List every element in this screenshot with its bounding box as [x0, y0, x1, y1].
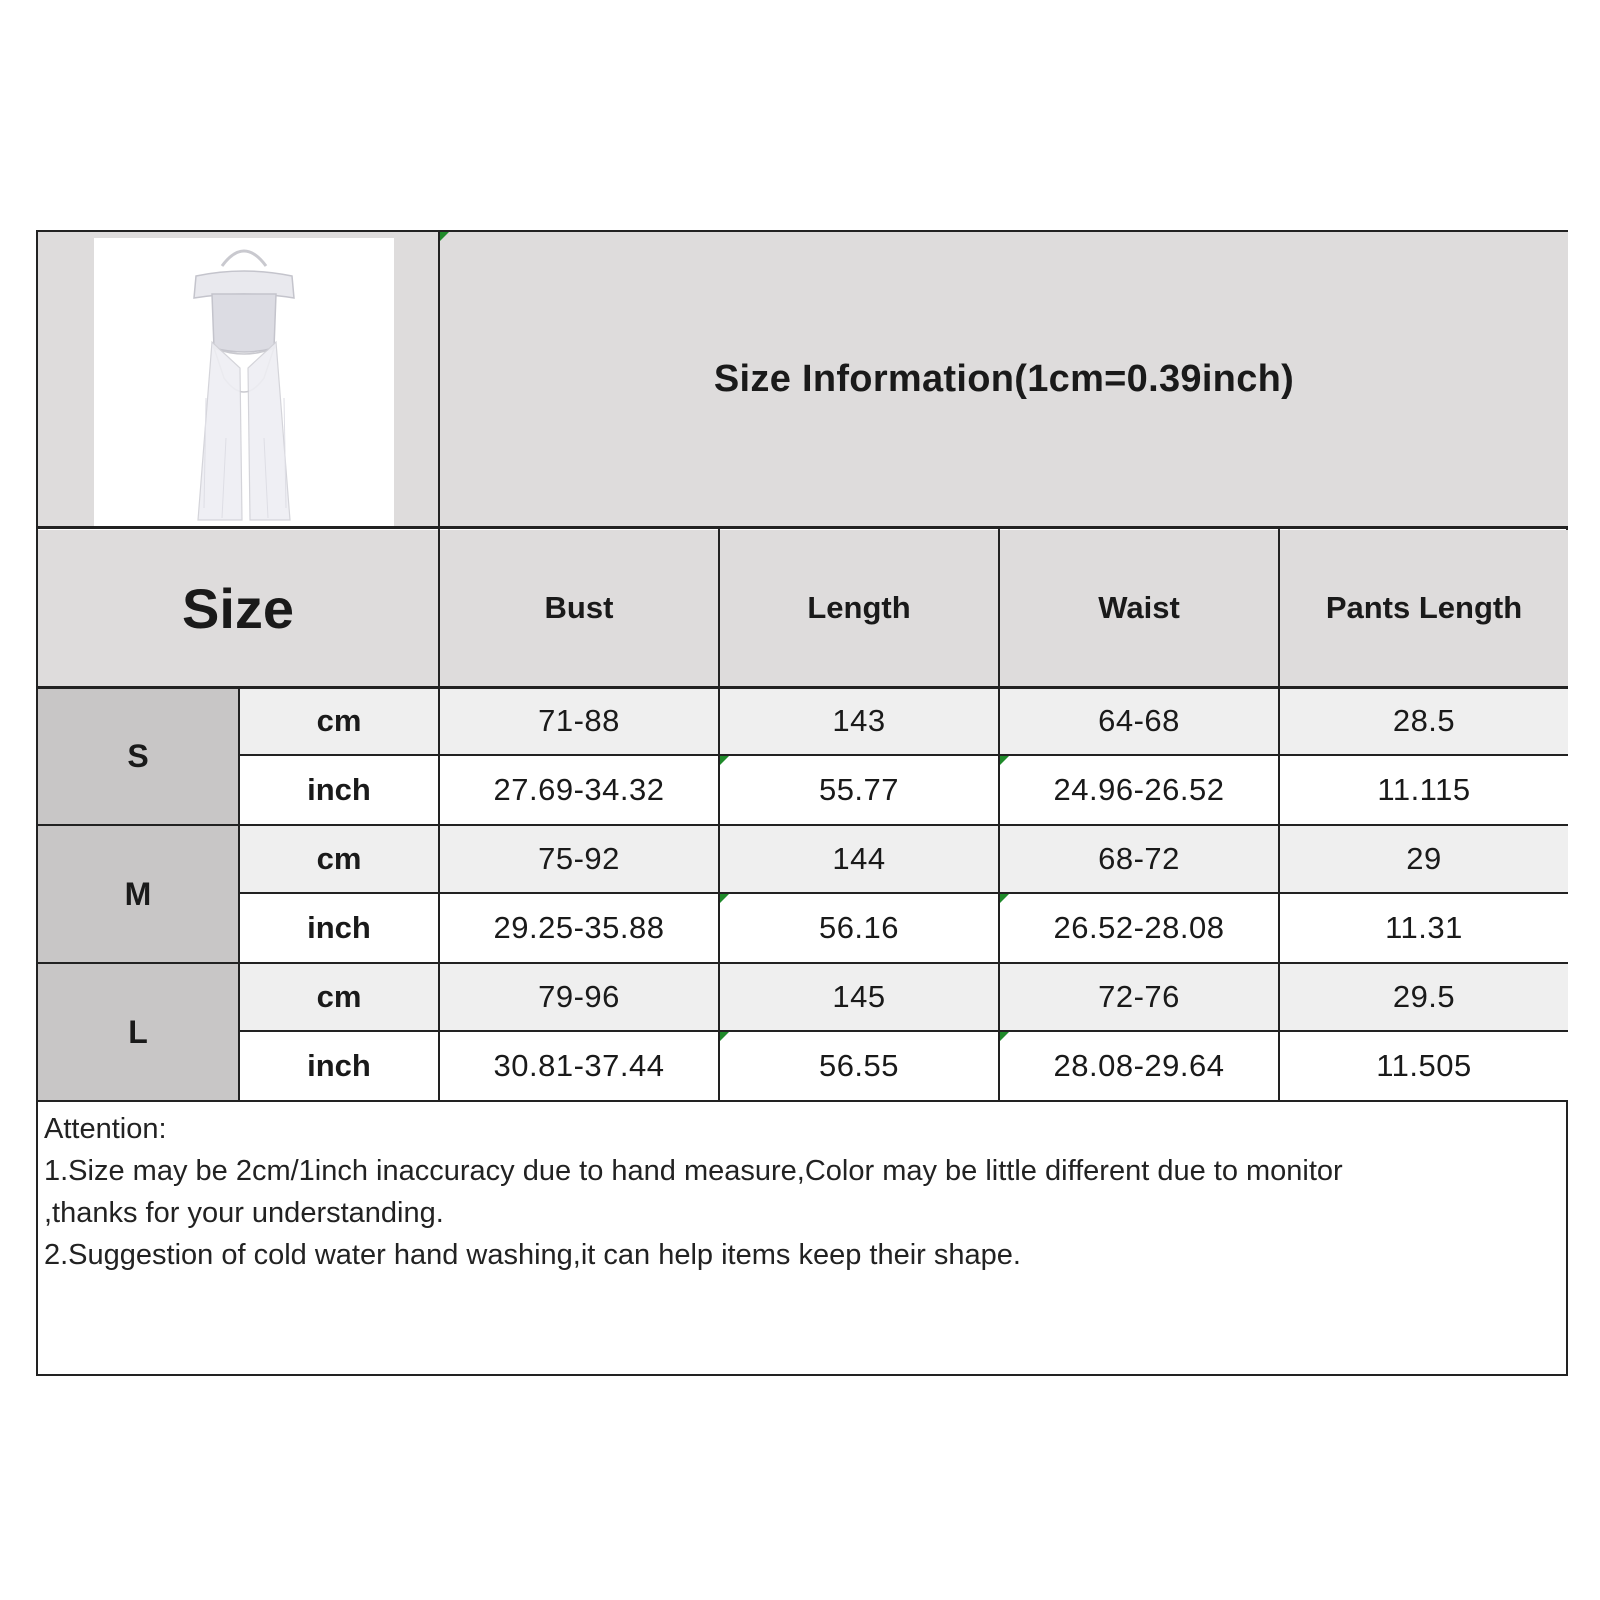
grid-line [38, 1100, 1568, 1102]
cell-marker [720, 894, 729, 903]
dress-icon [94, 238, 394, 528]
unit-inch-l: inch [240, 1032, 438, 1100]
column-header-waist: Waist [1000, 530, 1278, 686]
grid-line [38, 824, 1568, 826]
unit-cm-s: cm [240, 688, 438, 754]
size-header: Size [181, 576, 295, 640]
size-label-s: S [38, 688, 238, 824]
table-cell: 71-88 [440, 688, 718, 754]
grid-line [998, 528, 1000, 1102]
table-cell: 145 [720, 964, 998, 1030]
table-cell: 26.52-28.08 [1000, 894, 1278, 962]
attention-heading: Attention: [44, 1113, 167, 1145]
page-title: Size Information(1cm=0.39inch) [713, 357, 1295, 400]
table-cell: 11.505 [1280, 1032, 1568, 1100]
size-chart [36, 230, 1568, 1376]
table-cell: 28.08-29.64 [1000, 1032, 1278, 1100]
table-cell: 30.81-37.44 [440, 1032, 718, 1100]
table-cell: 143 [720, 688, 998, 754]
grid-line [38, 526, 1568, 529]
unit-inch-m: inch [240, 894, 438, 962]
table-cell: 29.25-35.88 [440, 894, 718, 962]
attention-line: 2.Suggestion of cold water hand washing,it can help items keep their shape. [44, 1239, 1021, 1271]
table-cell: 29.5 [1280, 964, 1568, 1030]
column-header-pants-length: Pants Length [1280, 530, 1568, 686]
cell-marker [440, 232, 449, 241]
grid-line [238, 688, 240, 1102]
product-image-cell [38, 232, 438, 528]
table-cell: 27.69-34.32 [440, 756, 718, 824]
column-header-length: Length [720, 530, 998, 686]
unit-cm-l: cm [240, 964, 438, 1030]
column-header-bust: Bust [440, 530, 718, 686]
title-cell [440, 232, 1568, 526]
cell-marker [1000, 756, 1009, 765]
unit-cm-m: cm [240, 826, 438, 892]
unit-inch-s: inch [240, 756, 438, 824]
table-cell: 56.16 [720, 894, 998, 962]
table-cell: 24.96-26.52 [1000, 756, 1278, 824]
table-cell: 75-92 [440, 826, 718, 892]
table-cell: 11.31 [1280, 894, 1568, 962]
cell-marker [1000, 1032, 1009, 1041]
size-header-cell [38, 530, 438, 686]
table-cell: 144 [720, 826, 998, 892]
dress-product-image [94, 238, 394, 528]
attention-line: 1.Size may be 2cm/1inch inaccuracy due to hand measure,Color may be little different due to monitor [44, 1155, 1343, 1187]
table-cell: 55.77 [720, 756, 998, 824]
grid-line [718, 528, 720, 1102]
grid-line [1278, 528, 1280, 1102]
attention-notes [44, 1108, 1554, 1276]
table-cell: 29 [1280, 826, 1568, 892]
size-label-m: M [38, 826, 238, 962]
table-cell: 72-76 [1000, 964, 1278, 1030]
table-cell: 28.5 [1280, 688, 1568, 754]
table-cell: 56.55 [720, 1032, 998, 1100]
grid-line [38, 962, 1568, 964]
size-label-l: L [38, 964, 238, 1100]
table-cell: 79-96 [440, 964, 718, 1030]
cell-marker [720, 1032, 729, 1041]
cell-marker [1000, 894, 1009, 903]
attention-line: ,thanks for your understanding. [44, 1197, 444, 1229]
grid-line [438, 232, 440, 1102]
table-cell: 68-72 [1000, 826, 1278, 892]
table-cell: 11.115 [1280, 756, 1568, 824]
cell-marker [720, 756, 729, 765]
grid-line [38, 686, 1568, 689]
table-cell: 64-68 [1000, 688, 1278, 754]
